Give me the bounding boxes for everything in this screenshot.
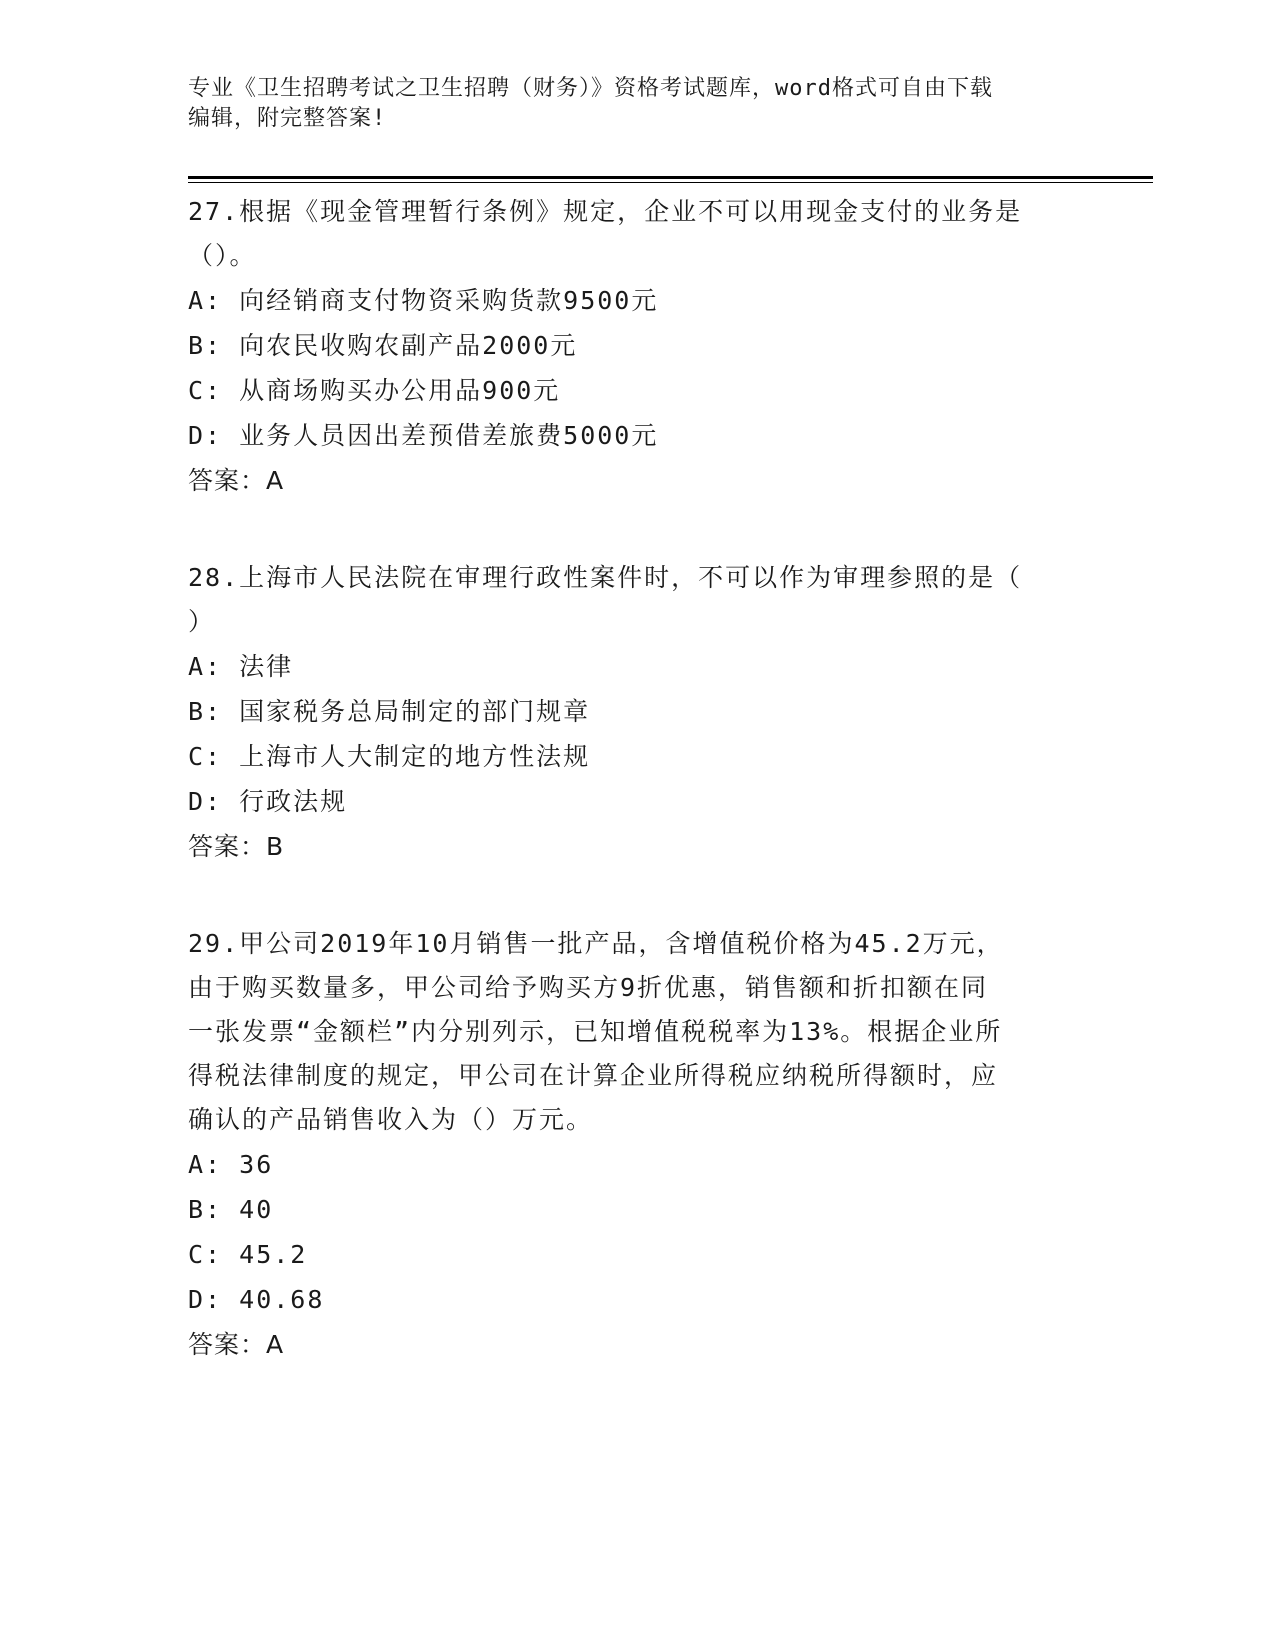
question-stem-line: 29.甲公司2019年10月销售一批产品，含增值税价格为45.2万元， bbox=[188, 929, 1004, 958]
question-stem bbox=[188, 190, 1088, 278]
option-b: B: 向农民收购农副产品2000元 bbox=[188, 331, 578, 360]
answer-line: 答案：A bbox=[188, 1330, 285, 1359]
option-a: A: 法律 bbox=[188, 652, 294, 681]
option-d: D: 40.68 bbox=[188, 1285, 325, 1314]
question-28 bbox=[188, 556, 1088, 869]
option-a: A: 向经销商支付物资采购货款9500元 bbox=[188, 286, 659, 315]
question-stem-line: 27.根据《现金管理暂行条例》规定，企业不可以用现金支付的业务是 bbox=[188, 197, 1023, 226]
question-stem-line: 确认的产品销售收入为（）万元。 bbox=[188, 1105, 594, 1134]
header-divider-thick bbox=[188, 176, 1153, 179]
option-c: C: 45.2 bbox=[188, 1240, 308, 1269]
option-b: B: 国家税务总局制定的部门规章 bbox=[188, 697, 591, 726]
option-b: B: 40 bbox=[188, 1195, 274, 1224]
header-line-1: 专业《卫生招聘考试之卫生招聘（财务）》资格考试题库，word格式可自由下载 bbox=[188, 76, 993, 101]
question-stem-line: 一张发票“金额栏”内分别列示，已知增值税税率为13%。根据企业所 bbox=[188, 1017, 1003, 1046]
header-divider-thin bbox=[188, 182, 1153, 183]
answer-line: 答案：B bbox=[188, 832, 285, 861]
question-stem bbox=[188, 556, 1088, 644]
question-stem-line: （）。 bbox=[188, 241, 257, 270]
question-29 bbox=[188, 922, 1088, 1367]
question-stem-line: 28.上海市人民法院在审理行政性案件时，不可以作为审理参照的是（ bbox=[188, 563, 1023, 592]
header-line-2: 编辑，附完整答案! bbox=[188, 106, 387, 131]
document-header bbox=[188, 74, 1088, 134]
option-d: D: 业务人员因出差预借差旅费5000元 bbox=[188, 421, 659, 450]
question-stem-line: 由于购买数量多，甲公司给予购买方9折优惠，销售额和折扣额在同 bbox=[188, 973, 989, 1002]
option-d: D: 行政法规 bbox=[188, 787, 348, 816]
option-a: A: 36 bbox=[188, 1150, 274, 1179]
option-c: C: 从商场购买办公用品900元 bbox=[188, 376, 561, 405]
question-stem-line: ） bbox=[188, 607, 216, 636]
question-27 bbox=[188, 190, 1088, 503]
answer-line: 答案：A bbox=[188, 466, 285, 495]
question-stem-line: 得税法律制度的规定，甲公司在计算企业所得税应纳税所得额时，应 bbox=[188, 1061, 999, 1090]
option-c: C: 上海市人大制定的地方性法规 bbox=[188, 742, 591, 771]
question-stem bbox=[188, 922, 1088, 1142]
